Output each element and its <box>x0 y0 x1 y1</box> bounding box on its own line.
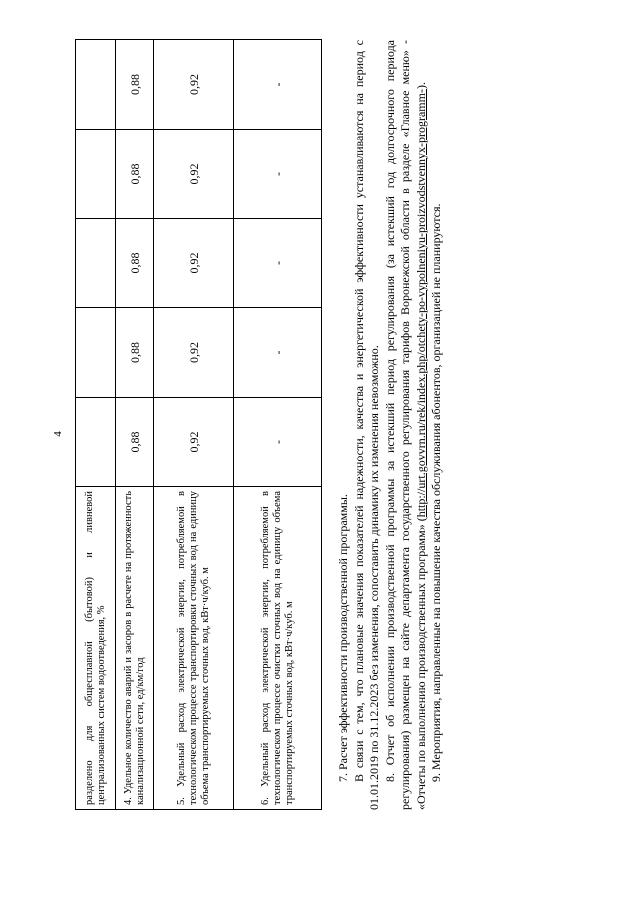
section-7-paragraph: В связи с тем, что плановые значения показателей надежности, качества и энергетической эффективности устанавливаются на период с 01.01.2019 по 31.12.2023 без изменения, сопоставить динамику их изменения невозможно. <box>351 40 381 810</box>
row-value: 0,88 <box>116 398 154 487</box>
row-label: 5. Удельный расход электрической энергии, потребляемой в технологическом процессе транспортировки сточных вод на единицу объема транспортируемых сточных вод, кВт·ч/куб. м <box>154 487 234 810</box>
table-row <box>116 40 154 810</box>
table-row <box>76 40 116 810</box>
row-value: - <box>234 219 322 308</box>
row-value: 0,88 <box>116 40 154 130</box>
indicators-table <box>75 39 322 810</box>
page-number: 4 <box>52 431 64 437</box>
row-value <box>76 308 116 398</box>
row-value: - <box>234 40 322 130</box>
row-value: 0,88 <box>116 219 154 308</box>
row-value <box>76 219 116 308</box>
section-8-text-end: ). <box>413 82 428 90</box>
row-value: 0,92 <box>154 130 234 219</box>
table-row <box>154 40 234 810</box>
table-row <box>234 40 322 810</box>
row-value: 0,92 <box>154 398 234 487</box>
row-value: 0,88 <box>116 308 154 398</box>
row-value: 0,92 <box>154 219 234 308</box>
row-value <box>76 130 116 219</box>
row-value: 0,88 <box>116 130 154 219</box>
report-link[interactable]: http://urt.govvrn.ru/rek/index.php/otchety-po-vypolneniyu-proizvodstvennyx-programm- <box>413 89 428 518</box>
body-text <box>336 40 445 810</box>
row-value <box>76 40 116 130</box>
row-value: - <box>234 398 322 487</box>
section-8-text: 8. Отчет об исполнении производственной программы за истекший период регулирования (за истекший год долгосрочного периода регулирования) размещен на сайте департамента государственного регулирования тарифов Воронежской области в разделе «Главное меню» - «Отчеты по выполнению производственных программ» ( <box>382 40 428 810</box>
row-value: 0,92 <box>154 308 234 398</box>
section-9-paragraph: 9. Мероприятия, направленные на повышение качества обслуживания абонентов, организацией не планируются. <box>429 203 443 782</box>
row-value: - <box>234 308 322 398</box>
rotated-content <box>75 30 525 810</box>
row-value: 0,92 <box>154 40 234 130</box>
section-8-paragraph <box>383 40 430 810</box>
section-7-heading: 7. Расчет эффективности производственной программы. <box>336 494 350 782</box>
row-label: 6. Удельный расход электрической энергии, потребляемой в технологическом процессе очистки сточных вод на единицу объема транспортируемых сточных вод, кВт·ч/куб. м <box>234 487 322 810</box>
row-label: 4. Удельное количество аварий и засоров в расчете на протяженность канализационной сети, ед/км/год <box>116 487 154 810</box>
row-value: - <box>234 130 322 219</box>
row-label: разделено для общесплавной (бытовой) и ливневой централизованных систем водоотведения, % <box>76 487 116 810</box>
row-value <box>76 398 116 487</box>
